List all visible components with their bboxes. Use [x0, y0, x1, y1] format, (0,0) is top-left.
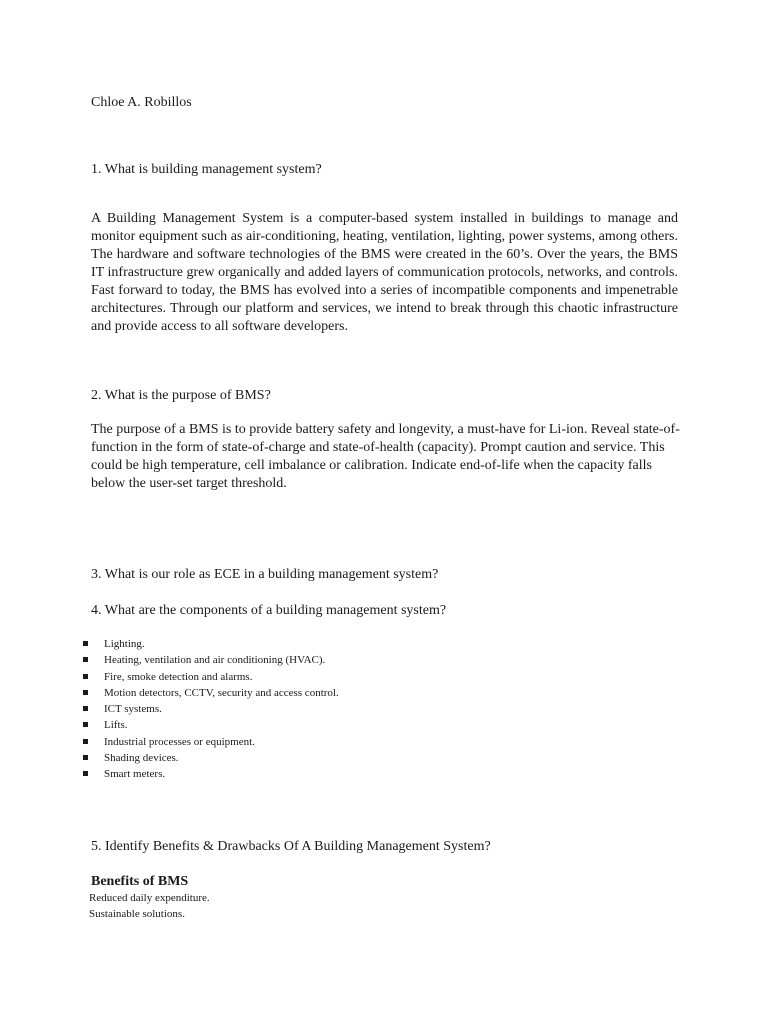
benefits-heading: Benefits of BMS — [91, 874, 189, 889]
list-item: Smart meters. — [80, 766, 339, 782]
list-item: Industrial processes or equipment. — [80, 734, 339, 750]
list-item: Lighting. — [80, 636, 339, 652]
answer-2: The purpose of a BMS is to provide battery safety and longevity, a must-have for Li-ion. Reveal state-of-function in the form of state-of-charge and state-of-health (capacity). Prompt caution and service. This could be high temperature, cell imbalance or calibration. Indicate end-of-life when the capacity falls below the user-set target threshold. — [91, 422, 680, 491]
benefit-item: Reduced daily expenditure. — [89, 892, 210, 904]
bullet-square-icon — [83, 755, 88, 760]
bullet-square-icon — [83, 706, 88, 711]
bullet-square-icon — [83, 641, 88, 646]
list-item: ICT systems. — [80, 701, 339, 717]
list-item: Fire, smoke detection and alarms. — [80, 669, 339, 685]
benefit-item: Sustainable solutions. — [89, 908, 185, 920]
bullet-square-icon — [83, 690, 88, 695]
question-4: 4. What are the components of a building management system? — [91, 603, 447, 618]
author-name: Chloe A. Robillos — [91, 95, 192, 110]
list-item: Shading devices. — [80, 750, 339, 766]
bullet-square-icon — [83, 771, 88, 776]
components-list — [80, 636, 339, 783]
answer-1: A Building Management System is a computer-based system installed in buildings to manage and monitor equipment such as air-conditioning, heating, ventilation, lighting, power systems, among others. The hardware and software technologies of the BMS were created in the 60’s. Over the years, the BMS IT infrastructure grew organically and added layers of communication protocols, networks, and controls. Fast forward to today, the BMS has evolved into a series of incompatible components and impenetrable architectures. Through our platform and services, we intend to break through this chaotic infrastructure and provide access to all software developers. — [91, 211, 678, 334]
bullet-square-icon — [83, 739, 88, 744]
question-3: 3. What is our role as ECE in a building management system? — [91, 567, 439, 582]
question-1: 1. What is building management system? — [91, 162, 322, 177]
bullet-square-icon — [83, 722, 88, 727]
list-item: Lifts. — [80, 717, 339, 733]
question-5: 5. Identify Benefits & Drawbacks Of A Building Management System? — [91, 839, 491, 854]
list-item: Motion detectors, CCTV, security and access control. — [80, 685, 339, 701]
question-2: 2. What is the purpose of BMS? — [91, 388, 271, 403]
bullet-square-icon — [83, 674, 88, 679]
bullet-square-icon — [83, 657, 88, 662]
list-item: Heating, ventilation and air conditioning (HVAC). — [80, 652, 339, 668]
